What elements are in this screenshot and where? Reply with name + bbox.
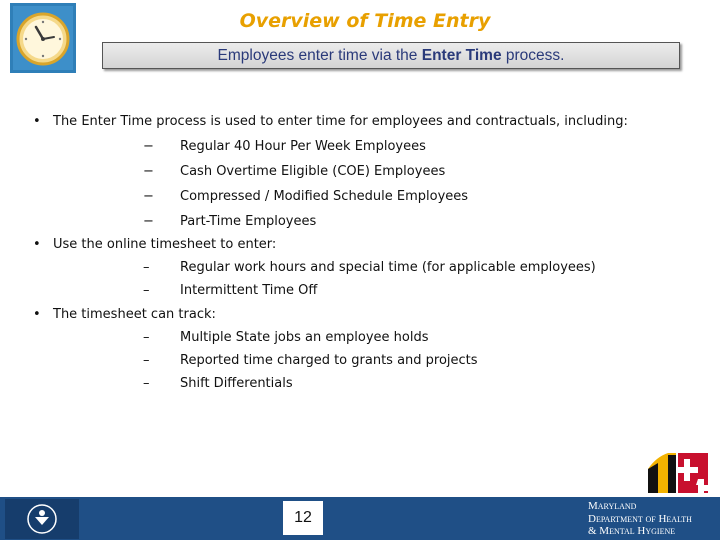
bullet-text-pre: The: [53, 114, 82, 129]
bullet-marker: •: [33, 237, 41, 252]
sub-item-text: Regular 40 Hour Per Week Employees: [180, 139, 426, 154]
bullet-item: [33, 307, 216, 322]
sub-item-dash: –: [143, 260, 150, 275]
sub-item-dash: −: [143, 164, 154, 179]
bullet-item: [33, 237, 276, 252]
sub-item-dash: –: [143, 353, 150, 368]
subtitle-text-bold: Enter Time: [421, 47, 502, 64]
page-number: 12: [283, 501, 323, 535]
bullet-text-emphasis: Enter Time: [81, 114, 153, 129]
bullet-text: The timesheet can track:: [53, 307, 216, 322]
dept-line: Department of Health: [588, 512, 692, 525]
page-title: Overview of Time Entry: [239, 10, 491, 32]
sub-item-text: Regular work hours and special time (for applicable employees): [180, 260, 596, 275]
bullet-marker: •: [33, 114, 41, 129]
sub-item-text: Cash Overtime Eligible (COE) Employees: [180, 164, 446, 179]
bullet-marker: •: [33, 307, 41, 322]
bullet-text: Use the online timesheet to enter:: [53, 237, 277, 252]
sub-item-text: Reported time charged to grants and projects: [180, 353, 478, 368]
bullet-text-post: process is used to enter time for employees and contractuals, including:: [152, 114, 628, 129]
sub-item-dash: −: [143, 214, 154, 229]
sub-item-text: Intermittent Time Off: [180, 283, 318, 298]
sub-item-dash: –: [143, 283, 150, 298]
state-seal-icon: [5, 499, 79, 539]
subtitle-text-pre: Employees enter time via the: [217, 47, 422, 64]
sub-item-dash: −: [143, 139, 154, 154]
sub-item-dash: −: [143, 189, 154, 204]
subtitle-text-post: process.: [501, 47, 565, 64]
bullet-item: [33, 114, 628, 129]
sub-item-dash: –: [143, 330, 150, 345]
maryland-flag-logo: [646, 449, 714, 495]
department-name: [588, 500, 718, 538]
sub-item-text: Part-Time Employees: [180, 214, 317, 229]
sub-item-text: Compressed / Modified Schedule Employees: [180, 189, 469, 204]
sub-item-dash: –: [143, 376, 150, 391]
dept-line: & Mental Hygiene: [588, 525, 676, 537]
sub-item-text: Multiple State jobs an employee holds: [180, 330, 429, 345]
footer-bar: [0, 497, 720, 540]
dept-line: Maryland: [588, 500, 637, 512]
sub-item-text: Shift Differentials: [180, 376, 293, 391]
